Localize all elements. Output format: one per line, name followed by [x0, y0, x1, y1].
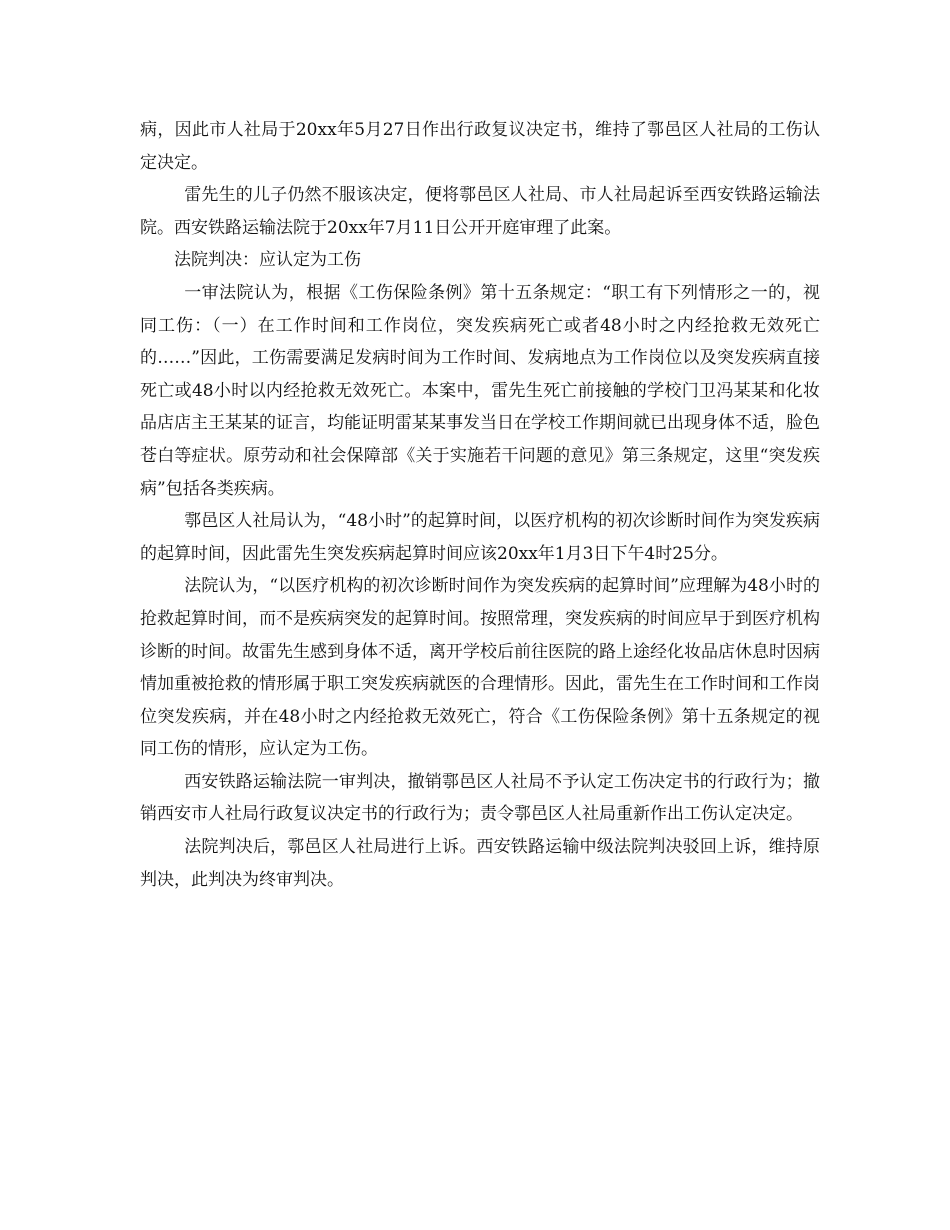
paragraph-appeal: 法院判决后，鄠邑区人社局进行上诉。西安铁路运输中级法院判决驳回上诉，维持原判决，此判决为终审判决。	[140, 837, 820, 890]
section-heading: 法院判决：应认定为工伤	[174, 250, 361, 271]
paragraph-court-opinion: 法院认为，“以医疗机构的初次诊断时间作为突发疾病的起算时间”应理解为48小时的抢救起算时间，而不是疾病突发的起算时间。按照常理，突发疾病的时间应早于到医疗机构诊断的时间。故雷先生感到身体不适，离开学校后前往医院的路上途经化妆品店休息时因病情加重被抢救的情形属于职工突发疾病就医的合理情形。因此，雷先生在工作时间和工作岗位突发疾病，并在48小时之内经抢救无效死亡，符合《工伤保险条例》第十五条规定的视同工伤的情形，应认定为工伤。	[140, 576, 820, 760]
paragraph-lawsuit: 雷先生的儿子仍然不服该决定，便将鄠邑区人社局、市人社局起诉至西安铁路运输法院。西安铁路运输法院于20xx年7月11日公开开庭审理了此案。	[140, 185, 820, 238]
paragraph-first-instance: 一审法院认为，根据《工伤保险条例》第十五条规定：“职工有下列情形之一的，视同工伤：（一）在工作时间和工作岗位，突发疾病死亡或者48小时之内经抢救无效死亡的……”因此，工伤需要满足发病时间为工作时间、发病地点为工作岗位以及突发疾病直接死亡或48小时以内经抢救无效死亡。本案中，雷先生死亡前接触的学校门卫冯某某和化妆品店店主王某某的证言，均能证明雷某某事发当日在学校工作期间就已出现身体不适，脸色苍白等症状。原劳动和社会保障部《关于实施若干问题的意见》第三条规定，这里“突发疾病”包括各类疾病。	[140, 282, 820, 499]
document-body	[140, 114, 820, 896]
paragraph-continuation: 病，因此市人社局于20xx年5月27日作出行政复议决定书，维持了鄠邑区人社局的工伤认定决定。	[140, 120, 820, 173]
paragraph-judgment: 西安铁路运输法院一审判决，撤销鄠邑区人社局不予认定工伤决定书的行政行为；撤销西安市人社局行政复议决定书的行政行为；责令鄠邑区人社局重新作出工伤认定决定。	[140, 771, 820, 825]
paragraph-bureau-opinion: 鄠邑区人社局认为，“48小时”的起算时间，以医疗机构的初次诊断时间作为突发疾病的起算时间，因此雷先生突发疾病起算时间应该20xx年1月3日下午4时25分。	[140, 511, 820, 564]
